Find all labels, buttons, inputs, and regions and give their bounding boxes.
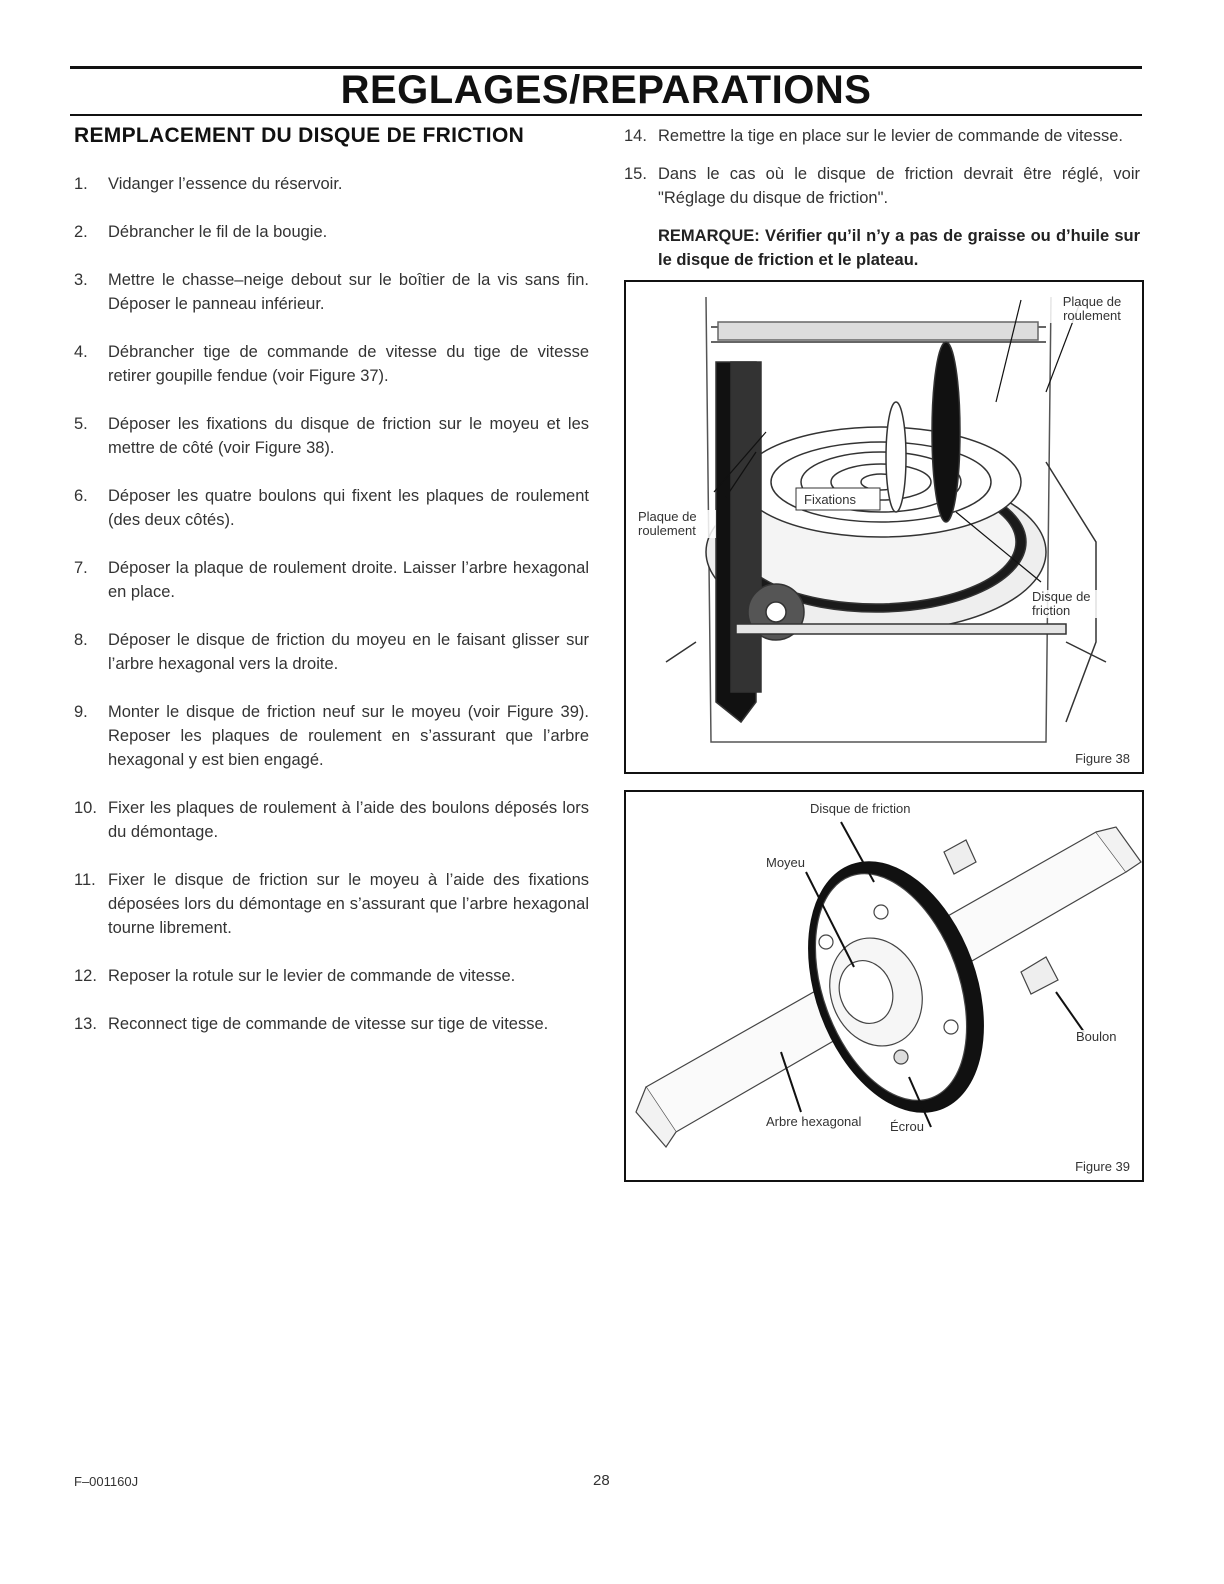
label-boulon: Boulon (1076, 1029, 1117, 1044)
step-number: 3. (74, 271, 88, 289)
step-number: 15. (624, 165, 647, 183)
step-number: 8. (74, 631, 88, 649)
step-item (74, 1012, 589, 1036)
remark-note: REMARQUE: Vérifier qu’il n’y a pas de graisse ou d’huile sur le disque de friction et le plateau. (658, 227, 1140, 269)
step-item (624, 162, 1140, 210)
label-disque-friction: Disque de friction (1032, 590, 1112, 618)
label-fixations: Fixations (804, 492, 857, 507)
step-text: Reconnect tige de commande de vitesse sur tige de vitesse. (108, 1015, 549, 1033)
step-number: 10. (74, 799, 97, 817)
step-item (74, 868, 589, 940)
step-text: Remettre la tige en place sur le levier de commande de vitesse. (658, 127, 1123, 145)
step-item (74, 796, 589, 844)
step-item (74, 628, 589, 676)
step-item (74, 700, 589, 772)
step-text: Débrancher le fil de la bougie. (108, 223, 328, 241)
step-text: Fixer les plaques de roulement à l’aide des boulons déposés lors du démontage. (108, 799, 589, 841)
step-item (74, 172, 589, 196)
label-ecrou: Écrou (890, 1119, 924, 1134)
step-text: Mettre le chasse–neige debout sur le boîtier de la vis sans fin. Déposer le panneau inférieur. (108, 271, 589, 313)
document-id: F–001160J (74, 1474, 139, 1489)
step-number: 2. (74, 223, 88, 241)
step-number: 6. (74, 487, 88, 505)
step-number: 5. (74, 415, 88, 433)
label-arbre-hexagonal: Arbre hexagonal (766, 1114, 862, 1129)
step-item (74, 556, 589, 604)
figure-39-illustration (626, 792, 1142, 1180)
step-number: 13. (74, 1015, 97, 1033)
step-number: 1. (74, 175, 88, 193)
step-text: Débrancher tige de commande de vitesse du tige de vitesse retirer goupille fendue (voir Figure 37). (108, 343, 589, 385)
step-text: Déposer la plaque de roulement droite. Laisser l’arbre hexagonal en place. (108, 559, 589, 601)
figure-38-caption: Figure 38 (1075, 751, 1130, 766)
step-item (74, 412, 589, 460)
step-text: Déposer les quatre boulons qui fixent les plaques de roulement (des deux côtés). (108, 487, 589, 529)
steps-left-list (74, 172, 589, 1060)
step-text: Déposer le disque de friction du moyeu en le faisant glisser sur l’arbre hexagonal vers la droite. (108, 631, 589, 673)
label-plaque-roulement-right: Plaque de roulement (1042, 295, 1142, 323)
page-title: REGLAGES/REPARATIONS (340, 68, 872, 112)
figure-38 (624, 280, 1144, 774)
section-title: REMPLACEMENT DU DISQUE DE FRICTION (74, 124, 525, 147)
step-item (74, 220, 589, 244)
step-number: 14. (624, 127, 647, 145)
header-bottom-rule (70, 114, 1142, 116)
step-text: Vidanger l’essence du réservoir. (108, 175, 343, 193)
step-text: Monter le disque de friction neuf sur le moyeu (voir Figure 39). Reposer les plaques de roulement en s’assurant que l’arbre hexagonal y est bien engagé. (108, 703, 589, 769)
label-disque-friction: Disque de friction (810, 801, 911, 816)
figure-39-caption: Figure 39 (1075, 1159, 1130, 1174)
step-item (74, 268, 589, 316)
step-item (624, 124, 1140, 148)
step-item (74, 340, 589, 388)
step-number: 4. (74, 343, 88, 361)
step-text: Déposer les fixations du disque de friction sur le moyeu et les mettre de côté (voir Figure 38). (108, 415, 589, 457)
steps-right-list (624, 124, 1140, 210)
step-text: Dans le cas où le disque de friction devrait être réglé, voir "Réglage du disque de friction". (658, 165, 1140, 207)
step-number: 11. (74, 871, 96, 889)
step-text: Fixer le disque de friction sur le moyeu à l’aide des fixations déposées lors du démontage en s’assurant que l’arbre hexagonal tourne librement. (108, 871, 589, 937)
step-number: 12. (74, 967, 97, 985)
step-text: Reposer la rotule sur le levier de commande de vitesse. (108, 967, 516, 985)
step-item (74, 484, 589, 532)
page-number: 28 (593, 1472, 610, 1489)
step-item (74, 964, 589, 988)
label-moyeu: Moyeu (766, 855, 806, 870)
step-number: 9. (74, 703, 88, 721)
step-number: 7. (74, 559, 88, 577)
label-plaque-roulement-left: Plaque de roulement (638, 510, 716, 538)
figure-39 (624, 790, 1144, 1182)
